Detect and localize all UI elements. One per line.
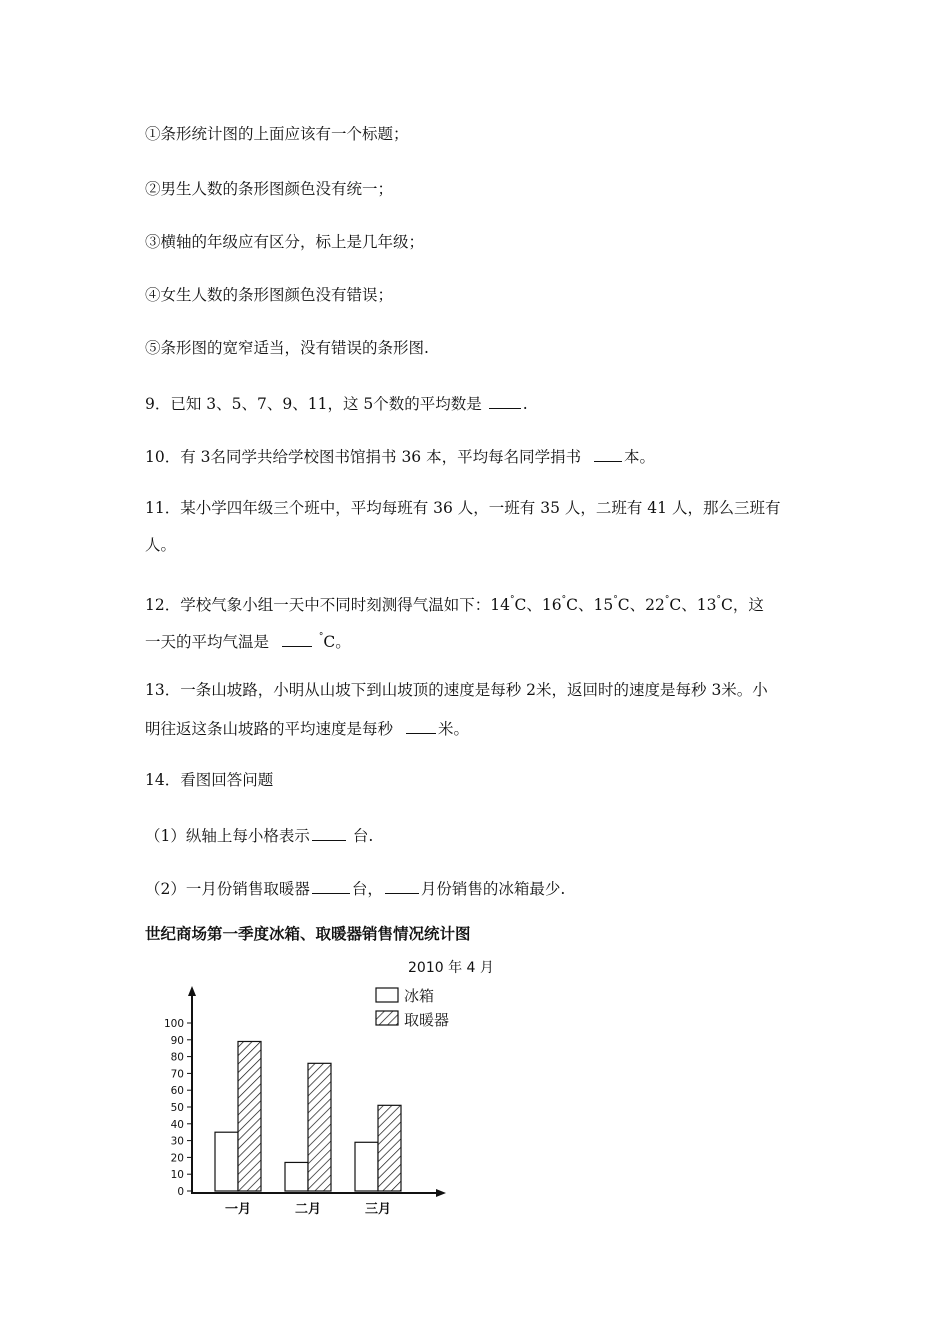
bar-heater	[308, 1063, 331, 1191]
question-10-text: 10．有 3名同学共给学校图书馆捐书 36 本，平均每名同学捐书	[145, 448, 582, 466]
question-14-sub-2-end: 月份销售的冰箱最少.	[420, 880, 566, 898]
y-tick-label: 70	[170, 1068, 184, 1081]
question-9-end: .	[522, 395, 528, 413]
bar-refrigerator	[285, 1162, 308, 1191]
bar-heater	[238, 1041, 261, 1191]
temp-sep: 、	[629, 596, 646, 614]
degree-symbol: °	[716, 595, 721, 605]
question-14-sub-2	[145, 877, 565, 899]
question-12-line-2-text: 一天的平均气温是	[145, 633, 270, 651]
question-14-sub-1	[145, 824, 373, 846]
y-tick-label: 30	[170, 1135, 184, 1148]
legend-swatch-heater	[376, 1011, 398, 1025]
degree-symbol: °	[509, 595, 515, 605]
question-11-line-1: 11．某小学四年级三个班中，平均每班有 36 人，一班有 35 人，二班有 41 人，那么三班有	[145, 499, 781, 517]
y-tick-label: 100	[163, 1018, 184, 1030]
bar-heater	[378, 1105, 401, 1191]
temp-unit: C	[514, 596, 527, 614]
temp-unit: C	[566, 596, 578, 614]
y-tick-label: 0	[177, 1186, 184, 1198]
answer-blank-14-2[interactable]	[312, 877, 350, 894]
question-14-sub-2-text: （2）一月份销售取暖器	[145, 880, 310, 898]
x-category-label: 二月	[294, 1202, 322, 1217]
list-item-1: ①条形统计图的上面应该有一个标题；	[145, 125, 409, 143]
question-12-line-1	[145, 590, 764, 615]
question-13-line-1: 13．一条山坡路，小明从山坡下到山坡顶的速度是每秒 2米，返回时的速度是每秒 3米。小	[145, 681, 768, 699]
legend-swatch-refrigerator	[376, 988, 398, 1002]
temp-3: 15	[593, 596, 614, 614]
temp-2: 16	[541, 596, 562, 614]
degree-symbol: °	[318, 632, 324, 642]
list-item-2: ②男生人数的条形图颜色没有统一；	[145, 180, 394, 198]
question-12-line-2-end: 。	[335, 633, 351, 651]
y-tick-label: 40	[170, 1118, 184, 1131]
answer-blank-13[interactable]	[406, 717, 436, 734]
list-item-3: ③横轴的年级应有区分，标上是几年级；	[145, 233, 425, 251]
chart-title: 世纪商场第一季度冰箱、取暖器销售情况统计图	[145, 925, 471, 943]
answer-blank-12[interactable]	[282, 630, 312, 647]
question-9-text: 9．已知 3、5、7、9、11，这 5个数的平均数是	[145, 395, 482, 413]
temp-sep: 、	[577, 596, 594, 614]
question-10-end: 本。	[624, 448, 656, 466]
degree-symbol: °	[664, 595, 670, 605]
question-9	[145, 392, 528, 414]
x-category-label: 一月	[224, 1202, 252, 1217]
temp-sep: 、	[526, 596, 542, 614]
question-13-line-2-text: 明往返这条山坡路的平均速度是每秒	[145, 720, 394, 738]
list-item-4: ④女生人数的条形图颜色没有错误；	[145, 286, 394, 304]
legend-label-heater: 取暖器	[404, 1011, 450, 1029]
temp-unit: C	[669, 596, 682, 614]
answer-blank-14-3[interactable]	[385, 877, 419, 894]
answer-blank-9[interactable]	[489, 392, 521, 409]
bar-refrigerator	[215, 1132, 238, 1191]
question-14-sub-1-end: 台.	[352, 827, 374, 845]
y-tick-label: 60	[170, 1085, 184, 1098]
y-tick-label: 10	[170, 1169, 184, 1182]
temp-5: 13	[696, 596, 717, 614]
bar-refrigerator	[355, 1142, 378, 1191]
answer-blank-14-1[interactable]	[312, 824, 346, 841]
question-14-sub-2-mid: 台，	[351, 880, 383, 898]
question-12-line-2	[145, 627, 351, 652]
x-axis-arrow	[436, 1189, 446, 1197]
temp-1: 14	[490, 596, 510, 614]
chart-subtitle: 2010 年 4 月	[408, 960, 494, 976]
x-category-label: 三月	[364, 1202, 392, 1217]
temp-unit: C	[720, 596, 733, 614]
temp-unit: C	[323, 633, 336, 651]
temp-4: 22	[645, 596, 665, 614]
y-axis-arrow	[188, 986, 196, 996]
y-tick-label: 50	[170, 1102, 184, 1114]
degree-symbol: °	[613, 595, 618, 605]
bar-chart	[150, 948, 494, 1223]
question-14-sub-1-text: （1）纵轴上每小格表示	[145, 827, 310, 845]
question-12-prefix: 12．学校气象小组一天中不同时刻测得气温如下：	[145, 596, 491, 614]
answer-blank-10[interactable]	[594, 445, 622, 462]
question-10	[145, 445, 655, 467]
temp-unit: C	[617, 596, 630, 614]
degree-symbol: °	[561, 595, 567, 605]
legend-label-refrigerator: 冰箱	[404, 987, 435, 1005]
question-13-line-2	[145, 717, 469, 739]
y-tick-label: 20	[170, 1152, 184, 1165]
question-12-tail: ，这	[732, 596, 764, 614]
question-13-line-2-end: 米。	[437, 720, 469, 738]
question-11-line-2: 人。	[145, 536, 177, 554]
y-tick-label: 80	[170, 1051, 184, 1064]
list-item-5: ⑤条形图的宽窄适当，没有错误的条形图.	[145, 339, 429, 357]
question-14-title: 14．看图回答问题	[145, 771, 274, 789]
y-tick-label: 90	[170, 1034, 184, 1047]
temp-sep: 、	[681, 596, 697, 614]
